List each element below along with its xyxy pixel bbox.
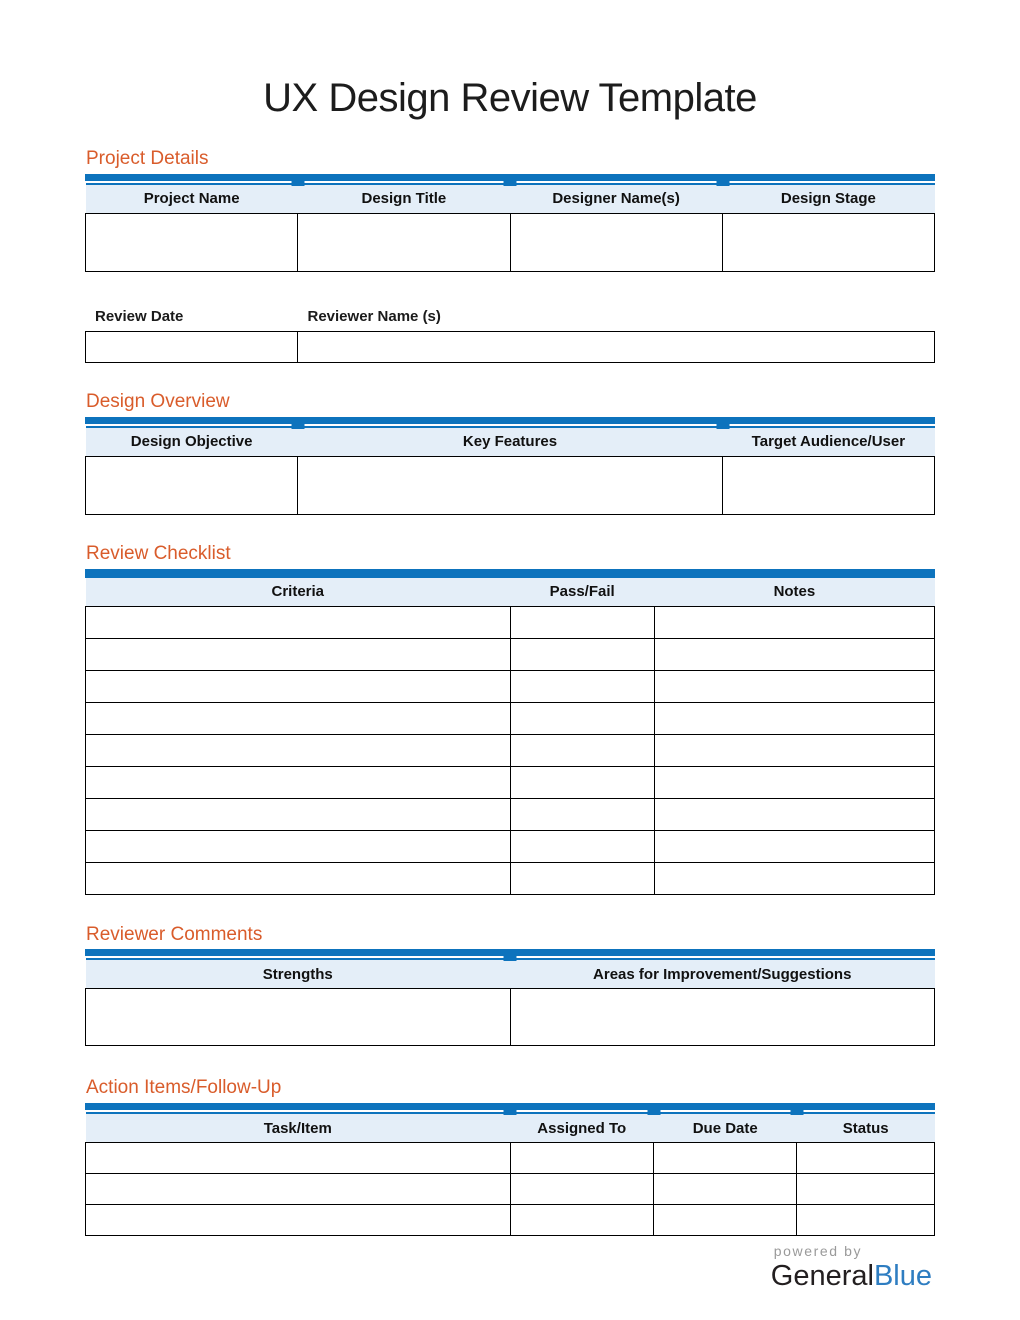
reviewer-comments-table <box>85 958 935 1046</box>
criteria-cell[interactable] <box>86 830 511 862</box>
notes-cell[interactable] <box>654 830 934 862</box>
design-stage-cell[interactable] <box>722 213 934 271</box>
status-cell[interactable] <box>797 1205 935 1236</box>
notes-cell[interactable] <box>654 862 934 894</box>
design-overview-table <box>85 426 935 515</box>
brand-wordmark <box>771 1260 932 1293</box>
task-item-cell[interactable] <box>86 1143 511 1174</box>
action-items-body <box>86 1143 935 1236</box>
page-title: UX Design Review Template <box>263 76 757 120</box>
assigned-to-cell[interactable] <box>510 1174 653 1205</box>
header-row <box>86 578 935 607</box>
criteria-cell[interactable] <box>86 766 511 798</box>
table-row <box>86 734 935 766</box>
column-tick <box>791 1110 804 1115</box>
notes-cell[interactable] <box>654 766 934 798</box>
pass-fail-cell[interactable] <box>510 606 654 638</box>
notes-cell[interactable] <box>654 606 934 638</box>
accent-bar <box>85 1103 935 1112</box>
reviewer-name-cell[interactable] <box>298 331 935 362</box>
column-tick <box>504 956 517 961</box>
review-date-cell[interactable] <box>86 331 298 362</box>
review-date-label: Review Date <box>95 307 184 325</box>
column-tick <box>291 424 304 429</box>
column-tick <box>716 181 729 186</box>
pass-fail-cell[interactable] <box>510 702 654 734</box>
table-row <box>86 670 935 702</box>
task-item-cell[interactable] <box>86 1205 511 1236</box>
table-row <box>86 989 935 1046</box>
design-objective-header: Design Objective <box>86 427 298 457</box>
notes-cell[interactable] <box>654 670 934 702</box>
strengths-header: Strengths <box>86 959 511 989</box>
target-audience-header: Target Audience/User <box>722 427 934 457</box>
criteria-header: Criteria <box>86 578 511 607</box>
pass-fail-cell[interactable] <box>510 734 654 766</box>
notes-cell[interactable] <box>654 734 934 766</box>
brand-blue-text: Blue <box>873 1260 932 1293</box>
design-overview-section <box>85 391 935 515</box>
general-blue-logo <box>771 1243 932 1293</box>
pass-fail-header: Pass/Fail <box>510 578 654 607</box>
project-name-header: Project Name <box>86 184 298 214</box>
pass-fail-cell[interactable] <box>510 862 654 894</box>
review-info-section <box>85 306 935 363</box>
project-details-table <box>85 183 935 272</box>
reviewer-name-label: Reviewer Name (s) <box>307 307 441 325</box>
notes-cell[interactable] <box>654 798 934 830</box>
target-audience-cell[interactable] <box>722 456 934 514</box>
table-row <box>86 1174 935 1205</box>
table-row <box>86 213 935 271</box>
action-items-table <box>85 1112 935 1236</box>
table-row <box>86 830 935 862</box>
review-checklist-heading: Review Checklist <box>86 542 231 564</box>
improvements-header: Areas for Improvement/Suggestions <box>510 959 935 989</box>
header-row <box>86 427 935 457</box>
accent-bar <box>85 949 935 958</box>
accent-bar <box>85 569 935 578</box>
status-cell[interactable] <box>797 1174 935 1205</box>
task-item-header: Task/Item <box>86 1113 511 1143</box>
status-cell[interactable] <box>797 1143 935 1174</box>
design-overview-heading: Design Overview <box>86 390 230 412</box>
key-features-header: Key Features <box>298 427 723 457</box>
review-checklist-table <box>85 578 935 895</box>
assigned-to-cell[interactable] <box>510 1205 653 1236</box>
accent-bar-fill <box>85 1103 935 1110</box>
column-tick <box>504 1110 517 1115</box>
key-features-cell[interactable] <box>298 456 723 514</box>
designer-names-cell[interactable] <box>510 213 722 271</box>
criteria-cell[interactable] <box>86 606 511 638</box>
pass-fail-cell[interactable] <box>510 830 654 862</box>
review-info-labels <box>85 306 935 327</box>
pass-fail-cell[interactable] <box>510 638 654 670</box>
criteria-cell[interactable] <box>86 638 511 670</box>
accent-bar-fill <box>85 417 935 424</box>
header-row <box>86 959 935 989</box>
notes-header: Notes <box>654 578 934 607</box>
due-date-cell[interactable] <box>653 1205 796 1236</box>
criteria-cell[interactable] <box>86 670 511 702</box>
criteria-cell[interactable] <box>86 734 511 766</box>
task-item-cell[interactable] <box>86 1174 511 1205</box>
assigned-to-cell[interactable] <box>510 1143 653 1174</box>
due-date-header: Due Date <box>653 1113 796 1143</box>
column-tick <box>716 424 729 429</box>
header-row <box>86 1113 935 1143</box>
table-row <box>86 331 935 362</box>
design-title-header: Design Title <box>298 184 510 214</box>
strengths-cell[interactable] <box>86 989 511 1046</box>
design-title-cell[interactable] <box>298 213 510 271</box>
brand-general-text: General <box>770 1260 874 1293</box>
column-tick <box>291 181 304 186</box>
review-checklist-section <box>85 543 935 895</box>
assigned-to-header: Assigned To <box>510 1113 653 1143</box>
header-row <box>86 184 935 214</box>
reviewer-comments-heading: Reviewer Comments <box>86 923 263 945</box>
review-checklist-body <box>86 606 935 894</box>
table-row <box>86 1143 935 1174</box>
criteria-cell[interactable] <box>86 798 511 830</box>
column-tick <box>647 1110 660 1115</box>
status-header: Status <box>797 1113 935 1143</box>
project-details-heading: Project Details <box>86 148 209 169</box>
accent-bar <box>85 174 935 183</box>
notes-cell[interactable] <box>654 638 934 670</box>
project-name-cell[interactable] <box>86 213 298 271</box>
table-row <box>86 702 935 734</box>
table-row <box>86 606 935 638</box>
project-details-section <box>85 148 935 272</box>
pass-fail-cell[interactable] <box>510 798 654 830</box>
reviewer-comments-section <box>85 924 935 1047</box>
accent-bar-fill <box>85 174 935 181</box>
pass-fail-cell[interactable] <box>510 766 654 798</box>
table-row <box>86 456 935 514</box>
pass-fail-cell[interactable] <box>510 670 654 702</box>
table-row <box>86 766 935 798</box>
table-row <box>86 1205 935 1236</box>
design-objective-cell[interactable] <box>86 456 298 514</box>
action-items-section <box>85 1077 935 1236</box>
table-row <box>86 798 935 830</box>
table-row <box>86 862 935 894</box>
designer-names-header: Designer Name(s) <box>510 184 722 214</box>
powered-by-text: powered by <box>773 1243 863 1260</box>
due-date-cell[interactable] <box>653 1143 796 1174</box>
table-row <box>86 638 935 670</box>
accent-bar <box>85 417 935 426</box>
criteria-cell[interactable] <box>86 862 511 894</box>
accent-bar-fill <box>85 569 935 578</box>
notes-cell[interactable] <box>654 702 934 734</box>
footer <box>85 1243 935 1293</box>
due-date-cell[interactable] <box>653 1174 796 1205</box>
action-items-heading: Action Items/Follow-Up <box>86 1077 282 1099</box>
column-tick <box>504 181 517 186</box>
design-stage-header: Design Stage <box>722 184 934 214</box>
accent-bar-fill <box>85 949 935 956</box>
criteria-cell[interactable] <box>86 702 511 734</box>
review-info-table <box>85 331 935 363</box>
improvements-cell[interactable] <box>510 989 935 1046</box>
